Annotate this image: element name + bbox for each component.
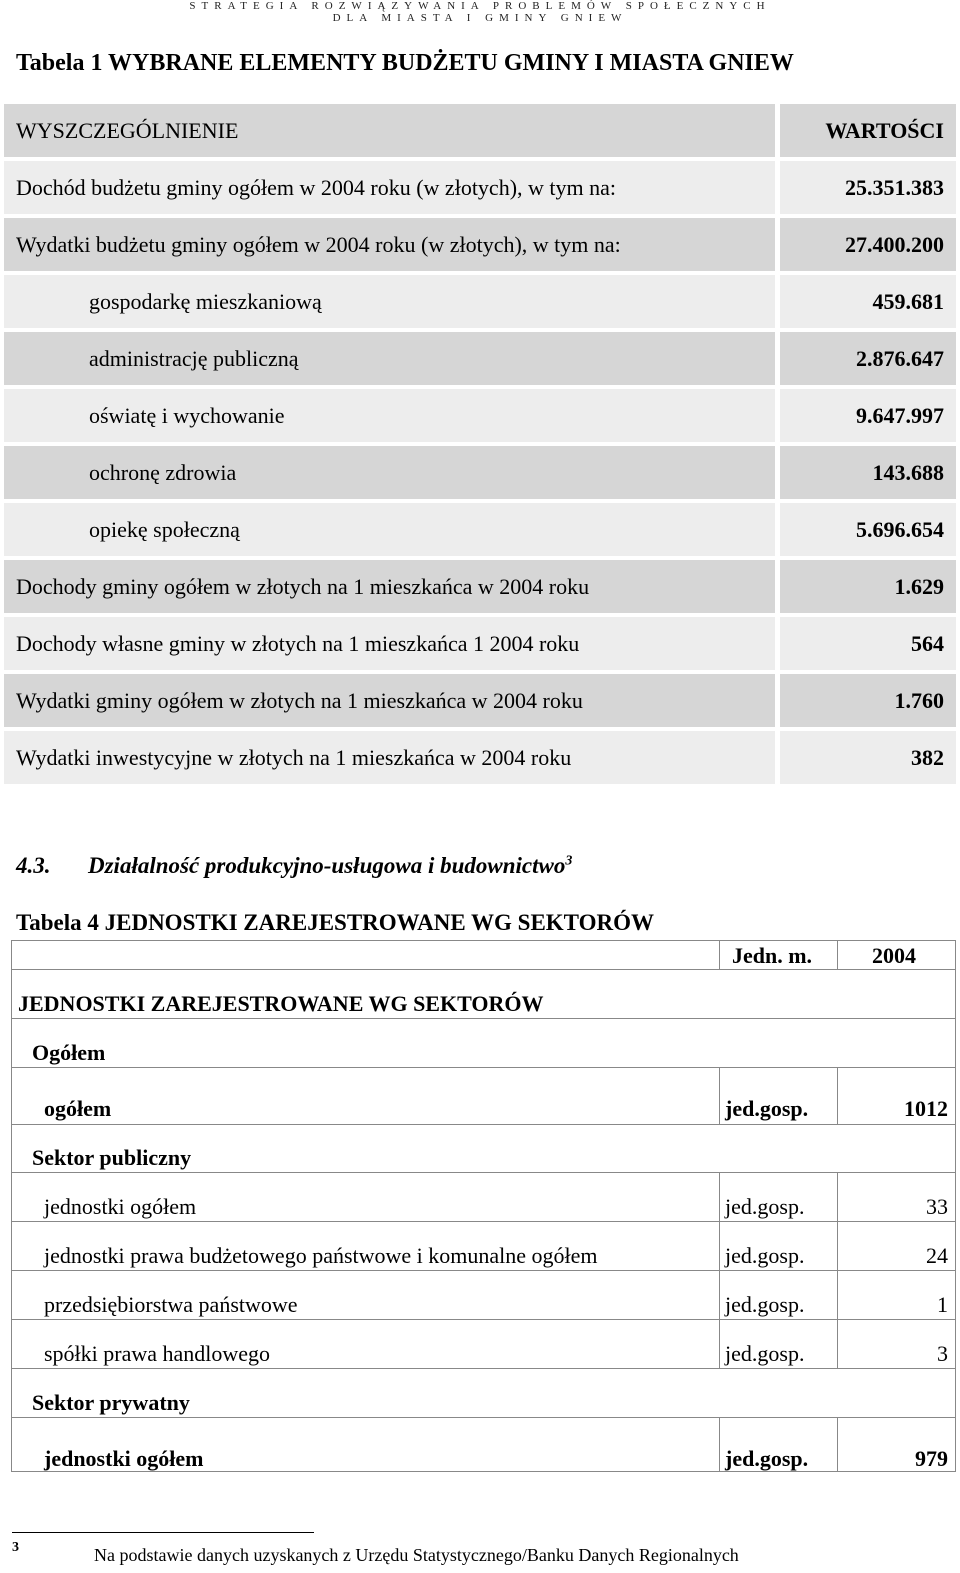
table-rule (12, 969, 955, 970)
table-rule (837, 941, 838, 969)
table-rule (12, 1018, 955, 1019)
footnote-mark: 3 (12, 1540, 19, 1555)
row-unit: jed.gosp. (725, 1292, 805, 1317)
row-label: opiekę społeczną (4, 503, 775, 556)
running-header-line-1: STRATEGIA ROZWIĄZYWANIA PROBLEMÓW SPOŁECZNYCH (189, 0, 771, 12)
row-label: Wydatki budżetu gminy ogółem w 2004 roku (w złotych), w tym na: (4, 218, 775, 271)
table-row (4, 731, 956, 788)
table-rule (12, 1067, 955, 1068)
row-label: ogółem (44, 1096, 112, 1121)
row-value: 1012 (904, 1096, 948, 1121)
table-rule (719, 941, 720, 969)
group-heading-public: Sektor publiczny (32, 1145, 192, 1170)
row-unit: jed.gosp. (725, 1096, 809, 1121)
running-header-line-2: DLA MIASTA I GMINY GNIEW (332, 12, 628, 24)
row-value: 1 (937, 1292, 948, 1317)
main-heading: JEDNOSTKI ZAREJESTROWANE WG SEKTORÓW (18, 991, 544, 1016)
table-rule (12, 1124, 955, 1125)
table-rule (719, 1067, 720, 1124)
row-value: 459.681 (780, 275, 956, 328)
row-label: Dochody gminy ogółem w złotych na 1 mieszkańca w 2004 roku (4, 560, 775, 613)
row-value: 5.696.654 (780, 503, 956, 556)
row-value: 1.760 (780, 674, 956, 727)
row-label: Dochód budżetu gminy ogółem w 2004 roku (w złotych), w tym na: (4, 161, 775, 214)
budget-table (4, 104, 956, 788)
table-row (4, 275, 956, 332)
row-value: 143.688 (780, 446, 956, 499)
column-header-year: 2004 (872, 943, 916, 968)
row-value: 25.351.383 (780, 161, 956, 214)
group-heading-private: Sektor prywatny (32, 1390, 190, 1415)
row-value: 3 (937, 1341, 948, 1366)
row-unit: jed.gosp. (725, 1341, 805, 1366)
table-row (4, 332, 956, 389)
group-heading-total: Ogółem (32, 1040, 106, 1065)
row-label: gospodarkę mieszkaniową (4, 275, 775, 328)
row-label: jednostki prawa budżetowego państwowe i komunalne ogółem (44, 1243, 598, 1268)
row-value: 382 (780, 731, 956, 784)
table-rule (12, 1270, 955, 1271)
table-rule (12, 1319, 955, 1320)
row-label: przedsiębiorstwa państwowe (44, 1292, 298, 1317)
table1-title: Tabela 1 WYBRANE ELEMENTY BUDŻETU GMINY I MIASTA GNIEW (16, 50, 794, 76)
row-value: 564 (780, 617, 956, 670)
column-header-unit: Jedn. m. (732, 943, 813, 968)
section-title: Działalność produkcyjno-usługowa i budownictwo (88, 853, 566, 878)
table-row (4, 389, 956, 446)
table-rule (12, 1172, 955, 1173)
table-row (4, 446, 956, 503)
row-value: 2.876.647 (780, 332, 956, 385)
table-row (4, 161, 956, 218)
row-label: Dochody własne gminy w złotych na 1 mieszkańca 1 2004 roku (4, 617, 775, 670)
sectors-table (11, 940, 956, 1472)
row-value: 9.647.997 (780, 389, 956, 442)
row-label: Wydatki inwestycyjne w złotych na 1 mieszkańca w 2004 roku (4, 731, 775, 784)
table-row (4, 674, 956, 731)
table-row (4, 617, 956, 674)
section-heading (16, 853, 572, 879)
row-label: spółki prawa handlowego (44, 1341, 271, 1366)
row-label: Wydatki gminy ogółem w złotych na 1 mieszkańca w 2004 roku (4, 674, 775, 727)
row-label: administrację publiczną (4, 332, 775, 385)
row-label: jednostki ogółem (44, 1446, 204, 1471)
table-rule (12, 1221, 955, 1222)
table-header-row (4, 104, 956, 161)
footnote-separator (12, 1532, 314, 1533)
row-value: 24 (926, 1243, 948, 1268)
row-value: 1.629 (780, 560, 956, 613)
row-value: 979 (915, 1446, 948, 1471)
table-rule (12, 1368, 955, 1369)
table-rule (719, 1417, 720, 1472)
row-value: 33 (926, 1194, 948, 1219)
footnote-text: Na podstawie danych uzyskanych z Urzędu Statystycznego/Banku Danych Regionalnych (94, 1545, 739, 1565)
table-rule (12, 1417, 955, 1418)
row-unit: jed.gosp. (725, 1446, 809, 1471)
row-value: 27.400.200 (780, 218, 956, 271)
row-unit: jed.gosp. (725, 1194, 805, 1219)
table-rule (719, 1172, 720, 1368)
row-label: ochronę zdrowia (4, 446, 775, 499)
table4-title: Tabela 4 JEDNOSTKI ZAREJESTROWANE WG SEKTORÓW (16, 910, 654, 935)
footnote-reference[interactable]: 3 (565, 853, 573, 869)
table-row (4, 218, 956, 275)
header-label: WYSZCZEGÓLNIENIE (4, 104, 775, 157)
table-row (4, 503, 956, 560)
row-unit: jed.gosp. (725, 1243, 805, 1268)
header-value: WARTOŚCI (780, 104, 956, 157)
row-label: oświatę i wychowanie (4, 389, 775, 442)
table-row (4, 560, 956, 617)
section-number: 4.3. (16, 853, 51, 878)
row-label: jednostki ogółem (44, 1194, 197, 1219)
